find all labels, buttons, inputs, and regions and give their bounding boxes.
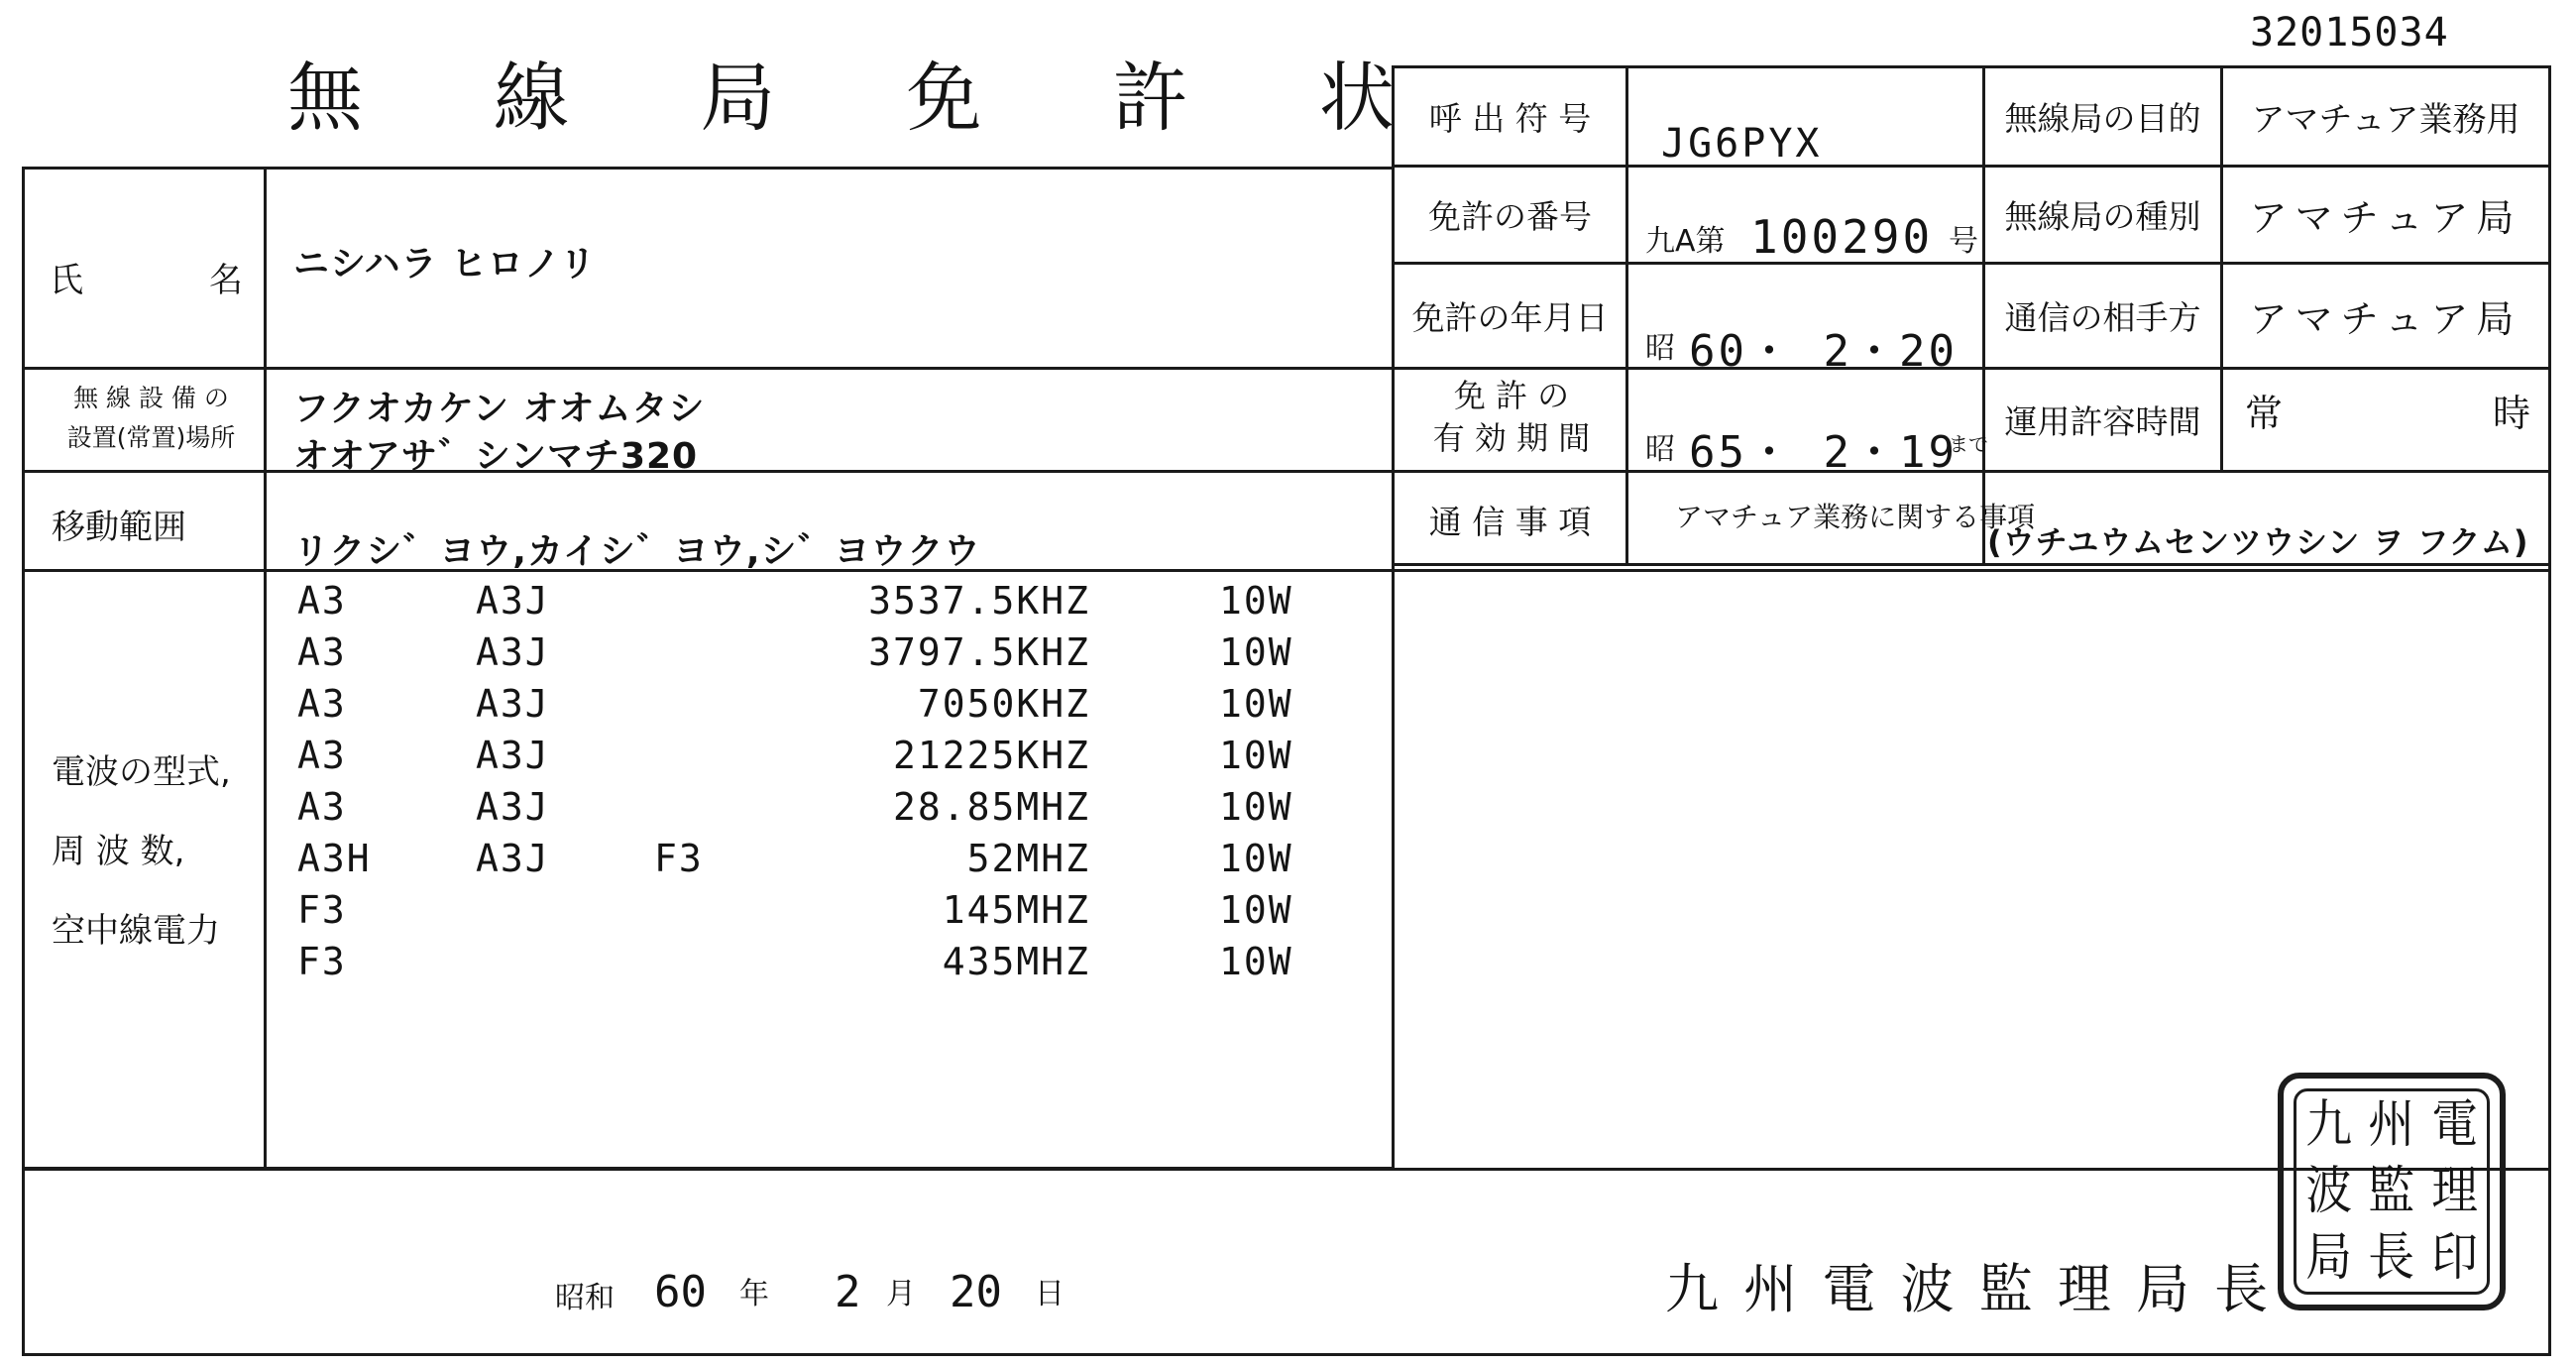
operating-hours-label: 運用許容時間 — [2004, 402, 2201, 441]
location-line2: オオアサ゛シンマチ320 — [293, 436, 699, 477]
emission-power: 10W — [1219, 785, 1293, 829]
emission-type-1: A3H — [297, 837, 372, 880]
seal-character: 理 — [2430, 1161, 2478, 1221]
seal-character: 印 — [2430, 1227, 2478, 1288]
emission-row — [297, 579, 1308, 630]
emission-frequency: 3537.5KHZ — [868, 579, 1090, 623]
footer-era: 昭和 — [555, 1281, 615, 1315]
emission-power: 10W — [1219, 940, 1293, 983]
divider — [22, 1168, 2551, 1171]
correspondent-label: 通信の相手方 — [2004, 298, 2201, 337]
official-seal — [2278, 1073, 2506, 1310]
validity-era: 昭 — [1645, 432, 1675, 467]
divider — [22, 367, 1395, 370]
emission-row — [297, 837, 1308, 888]
operating-hours-2: 時 — [2492, 391, 2530, 435]
emission-frequency: 3797.5KHZ — [868, 630, 1090, 674]
emission-type-2: A3J — [476, 837, 550, 880]
emission-type-3: F3 — [654, 837, 704, 880]
seal-character: 局 — [2305, 1227, 2353, 1288]
seal-character: 長 — [2368, 1227, 2415, 1288]
communication-line1: アマチュア業務に関する事項 — [1675, 501, 2036, 533]
emission-frequency: 28.85MHZ — [892, 785, 1090, 829]
emission-row — [297, 630, 1308, 682]
serial-number: 32015034 — [2250, 10, 2449, 56]
validity-label-line2: 有 効 期 間 — [1432, 419, 1591, 458]
name-label-1: 氏 — [50, 261, 83, 300]
seal-character: 電 — [2430, 1095, 2478, 1156]
mobile-range-label: 移動範囲 — [52, 508, 186, 547]
license-number-label: 免許の番号 — [1428, 197, 1592, 236]
call-sign-value: JG6PYX — [1661, 121, 1823, 167]
emission-frequency: 435MHZ — [942, 940, 1090, 983]
seal-character: 州 — [2368, 1095, 2415, 1156]
emission-frequency: 145MHZ — [942, 888, 1090, 932]
emission-type-1: A3 — [297, 630, 347, 674]
divider — [1625, 65, 1628, 566]
call-sign-label: 呼 出 符 号 — [1428, 99, 1592, 138]
emission-type-1: A3 — [297, 682, 347, 726]
divider — [22, 470, 1395, 473]
emission-type-2: A3J — [476, 579, 550, 623]
emission-type-2: A3J — [476, 682, 550, 726]
emission-row — [297, 785, 1308, 837]
seal-character: 監 — [2368, 1161, 2415, 1221]
mobile-range-value: リクシ゛ヨウ,カイシ゛ヨウ,シ゛ヨウクウ — [293, 531, 981, 572]
holder-name: ニシハラ ヒロノリ — [293, 244, 597, 285]
divider — [1392, 367, 2551, 370]
validity-suffix: まで — [1949, 432, 1988, 456]
license-number-value: 100290 — [1750, 210, 1934, 264]
emission-power: 10W — [1219, 888, 1293, 932]
operating-hours-value — [2245, 385, 2530, 434]
location-label-line2: 設置(常置)場所 — [66, 423, 236, 452]
emission-power: 10W — [1219, 837, 1293, 880]
location-label-line1: 無 線 設 備 の — [73, 384, 229, 412]
footer-month-unit: 月 — [886, 1277, 916, 1311]
emission-type-2: A3J — [476, 785, 550, 829]
emission-type-1: F3 — [297, 888, 347, 932]
footer-year: 60 — [654, 1267, 707, 1317]
name-label — [50, 253, 243, 301]
license-date-era: 昭 — [1645, 331, 1675, 366]
license-date-value: 60・ 2・20 — [1689, 326, 1958, 377]
communication-line2: (ウチユウムセンツウシン ヲ フクム) — [1987, 523, 2529, 561]
footer-day-unit: 日 — [1035, 1277, 1064, 1311]
seal-character: 九 — [2305, 1095, 2353, 1156]
license-number-suffix: 号 — [1949, 224, 1978, 259]
location-label — [50, 379, 253, 458]
emission-power: 10W — [1219, 734, 1293, 777]
emissions-label-line2: 周 波 数, — [52, 831, 185, 871]
emission-power: 10W — [1219, 630, 1293, 674]
emission-type-2: A3J — [476, 734, 550, 777]
footer-day: 20 — [950, 1267, 1002, 1317]
correspondent-value: アマチュア局 — [2249, 297, 2522, 341]
emission-frequency: 21225KHZ — [892, 734, 1090, 777]
emission-power: 10W — [1219, 682, 1293, 726]
validity-label-line1: 免 許 の — [1453, 377, 1570, 414]
emission-frequency: 52MHZ — [966, 837, 1090, 880]
communication-label: 通 信 事 項 — [1428, 502, 1592, 541]
divider — [264, 167, 267, 1170]
footer-month: 2 — [835, 1267, 861, 1317]
location-line1: フクオカケン オオムタシ — [293, 389, 706, 429]
emission-row — [297, 940, 1308, 991]
document-title: 無 線 局 免 許 状 — [287, 54, 1448, 142]
emissions-label-line3: 空中線電力 — [52, 910, 220, 951]
station-type-value: アマチュア局 — [2249, 196, 2522, 240]
name-label-2: 名 — [209, 261, 243, 300]
emission-type-2: A3J — [476, 630, 550, 674]
validity-date-value: 65・ 2・19 — [1689, 427, 1958, 478]
emission-power: 10W — [1219, 579, 1293, 623]
emission-row — [297, 734, 1308, 785]
validity-label — [1417, 375, 1606, 460]
emission-row — [297, 888, 1308, 940]
purpose-label: 無線局の目的 — [2004, 99, 2201, 138]
footer-year-unit: 年 — [739, 1277, 769, 1311]
emission-type-1: A3 — [297, 579, 347, 623]
emission-type-1: A3 — [297, 734, 347, 777]
license-number-prefix: 九A第 — [1645, 224, 1726, 259]
emission-row — [297, 682, 1308, 734]
license-date-label: 免許の年月日 — [1411, 298, 1609, 337]
purpose-value: アマチュア業務用 — [2251, 100, 2520, 140]
emission-type-1: F3 — [297, 940, 347, 983]
emission-type-1: A3 — [297, 785, 347, 829]
issuer-name: 九 州 電 波 監 理 局 長 — [1665, 1258, 2273, 1320]
emissions-label-line1: 電波の型式, — [52, 752, 231, 792]
station-type-label: 無線局の種別 — [2004, 197, 2201, 236]
emission-frequency: 7050KHZ — [917, 682, 1090, 726]
operating-hours-1: 常 — [2245, 391, 2284, 435]
emissions-label — [52, 734, 260, 971]
seal-character: 波 — [2305, 1161, 2353, 1221]
seal-characters — [2297, 1092, 2486, 1291]
